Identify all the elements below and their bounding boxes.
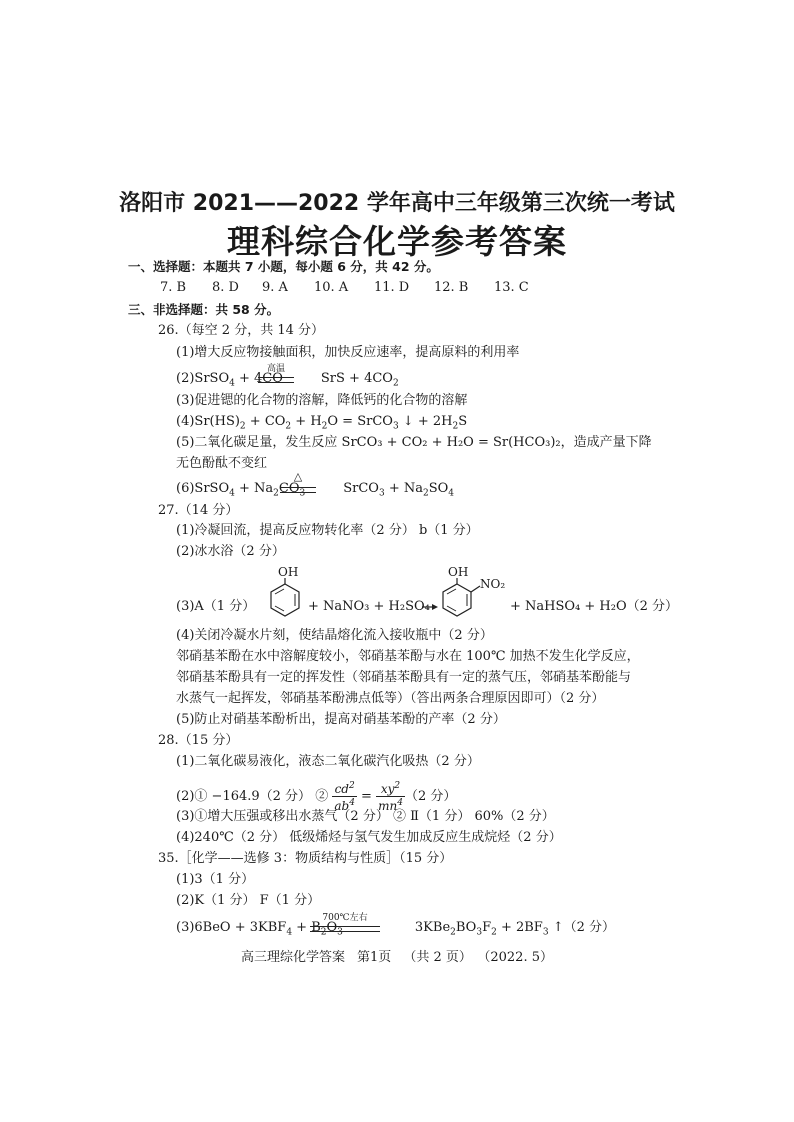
q26-answer-5-cont: 无色酚酞不变红 [176, 456, 268, 471]
page-footer [0, 946, 794, 965]
q28-answer-2: (2)① −164.9（2 分） ② $\frac{cd^2}{ab^4}$ = $\frac{xy^2}{mn^4}$ （2 分） [176, 781, 457, 813]
mc-answer-8: 8. D [212, 280, 239, 295]
q28-answer-2-part1: (2)① −164.9（2 分） ② [176, 789, 329, 804]
equals-sign-line [310, 926, 380, 932]
q27-header: 27.（14 分） [158, 503, 239, 518]
equilibrium-expression-2: $\frac{xy^2}{mn^4}$ [378, 781, 403, 813]
footer-date: （2022. 5） [483, 950, 553, 965]
q28-answer-4: (4)240℃（2 分） 低级烯烃与氢气发生加成反应生成烷烃（2 分） [176, 830, 562, 845]
mc-answer-11: 11. D [374, 280, 410, 295]
phenol-oh-label: OH [278, 565, 299, 579]
q26-condition-heat: △ [293, 470, 303, 483]
q26-answer-3: (3)促进锶的化合物的溶解，降低钙的化合物的溶解 [176, 393, 468, 408]
q28-answer-1: (1)二氧化碳易液化，液态二氧化碳汽化吸热（2 分） [176, 754, 480, 769]
q27-answer-4-reason-1: 邻硝基苯酚在水中溶解度较小，邻硝基苯酚与水在 100℃ 加热不发生化学反应， [176, 649, 640, 664]
phenol-ring-icon [268, 578, 302, 618]
q27-answer-5: (5)防止对硝基苯酚析出，提高对硝基苯酚的产率（2 分） [176, 712, 506, 727]
nitrophenol-oh-label: OH [448, 565, 469, 579]
q27-answer-3-label: (3)A（1 分） [176, 599, 256, 614]
mc-answer-13: 13. C [494, 280, 529, 295]
mc-answer-10: 10. A [314, 280, 349, 295]
q27-answer-4-reason-2: 邻硝基苯酚具有一定的挥发性（邻硝基苯酚具有一定的蒸气压，邻硝基苯酚能与 [176, 670, 632, 685]
q35-answer-3: $(3)6BeO + 3KBF_4 + B_2O_3$ $3KBe_2BO_3F_2 + 2BF_3$ ↑（2 分） [176, 920, 616, 938]
exam-title: 洛阳市 2021——2022 学年高中三年级第三次统一考试 [119, 191, 675, 216]
q27-answer-2: (2)冰水浴（2 分） [176, 544, 285, 559]
q35-condition-temperature: 700℃左右 [322, 913, 368, 923]
mc-answer-9: 9. A [262, 280, 288, 295]
q26-answer-5: (5)二氧化碳足量，发生反应 SrCO₃ + CO₂ + H₂O = Sr(HCO₃)₂，造成产量下降 [176, 435, 652, 450]
q26-answer-2-label: (2)SrSO [176, 371, 230, 386]
q27-answer-3-reagents: + NaNO₃ + H₂SO₄ [308, 599, 430, 614]
nitrophenol-no2-label: NO₂ [480, 577, 506, 591]
footer-title: 高三理综化学答案 [241, 950, 346, 965]
q28-header: 28.（15 分） [158, 733, 239, 748]
section-2-heading: 三、非选择题：共 58 分。 [128, 302, 280, 317]
equals-sign-line [258, 377, 294, 383]
q35-answer-2: (2)K（1 分） F（1 分） [176, 893, 321, 908]
q27-answer-3-products: + NaHSO₄ + H₂O（2 分） [510, 599, 679, 614]
equals-sign-line [280, 487, 316, 493]
answer-key-title: 理科综合化学参考答案 [227, 222, 567, 261]
q27-answer-1: (1)冷凝回流，提高反应物转化率（2 分） b（1 分） [176, 523, 479, 538]
q28-answer-3: (3)①增大压强或移出水蒸气（2 分） ② Ⅱ（1 分） 60%（2 分） [176, 809, 555, 824]
section-1-heading: 一、选择题：本题共 7 小题，每小题 6 分，共 42 分。 [128, 259, 439, 274]
q27-answer-4: (4)关闭冷凝水片刻，使结晶熔化流入接收瓶中（2 分） [176, 628, 493, 643]
reaction-arrow-icon [422, 603, 438, 611]
q26-answer-2: (2)SrSO$_4$ + 4CO SrS + $4CO_2$ [176, 371, 399, 389]
footer-page: 第1页 [357, 950, 392, 965]
q27-answer-4-reason-3: 水蒸气一起挥发，邻硝基苯酚沸点低等）（答出两条合理原因即可）（2 分） [176, 691, 605, 706]
q28-answer-2-score: （2 分） [404, 789, 457, 804]
q26-answer-1: (1)增大反应物接触面积，加快反应速率，提高原料的利用率 [176, 345, 520, 360]
q26-condition-high-temp: 高温 [266, 364, 285, 374]
q35-header: 35.［化学——选修 3：物质结构与性质］（15 分） [158, 851, 453, 866]
q35-answer-1: (1)3（1 分） [176, 872, 255, 887]
footer-total-pages: （共 2 页） [403, 950, 472, 965]
o-nitrophenol-ring-icon [440, 578, 484, 618]
q26-answer-4: $(4)Sr(HS)_2 + CO_2 + H_2O$ = SrCO$_3$ ↓ + $2H_2S$ [176, 414, 468, 432]
q35-answer-3-score: （2 分） [563, 920, 616, 935]
q26-answer-6: (6)SrSO$_4$ + $Na_2CO_3$ SrCO$_3$ + $Na_2SO_4$ [176, 481, 455, 499]
mc-answer-12: 12. B [434, 280, 469, 295]
q26-header: 26.（每空 2 分，共 14 分） [158, 323, 325, 338]
mc-answer-7: 7. B [160, 280, 187, 295]
equilibrium-expression-1: $\frac{cd^2}{ab^4}$ [334, 781, 355, 813]
